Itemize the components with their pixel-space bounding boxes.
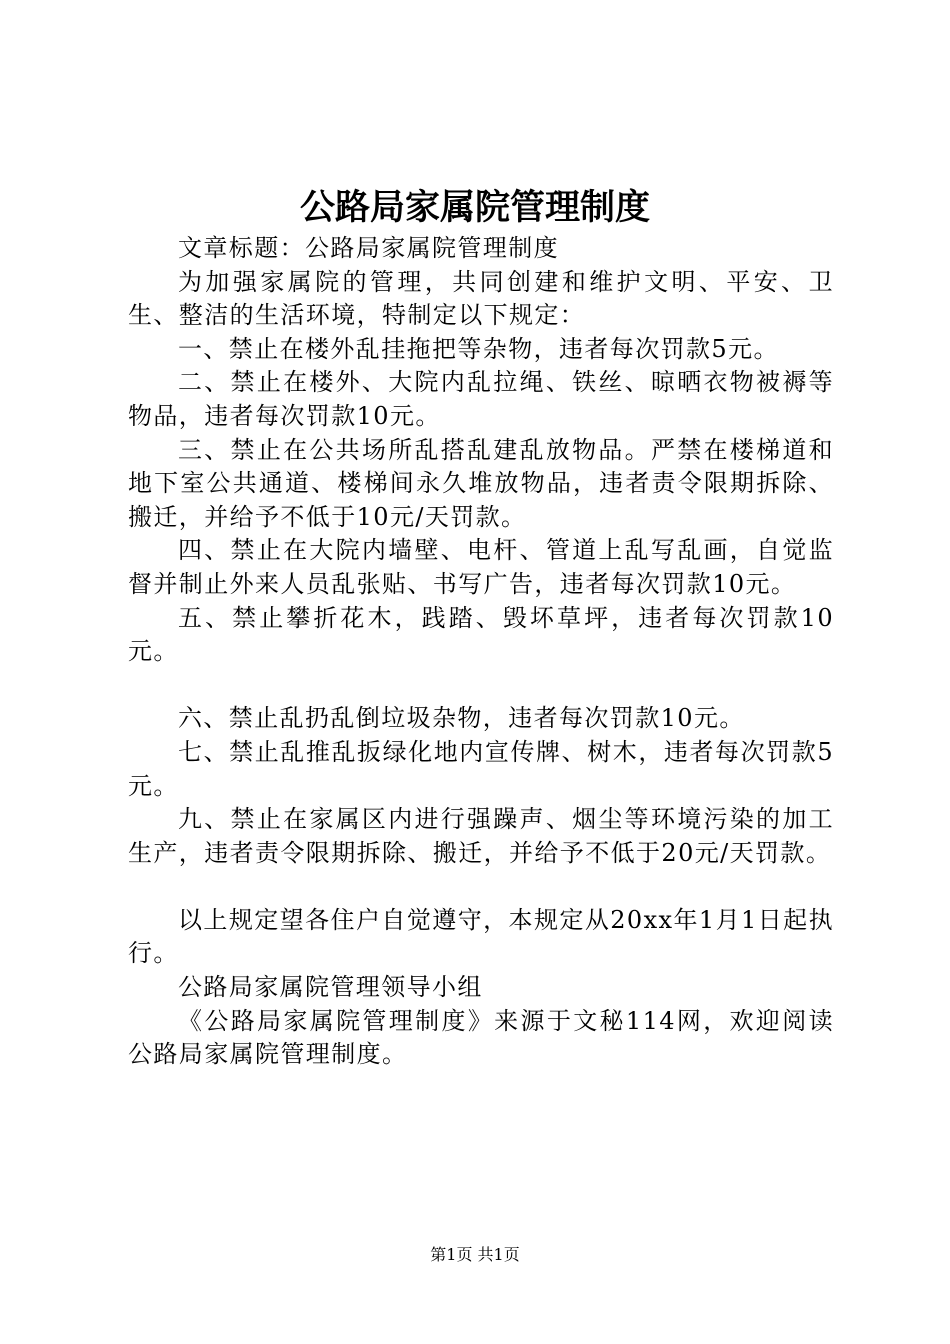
rule-5: 五、禁止攀折花木，践踏、毁坏草坪，违者每次罚款10元。: [128, 603, 834, 666]
closing-paragraph: 以上规定望各住户自觉遵守，本规定从20xx年1月1日起执行。: [128, 905, 834, 968]
document-title: 公路局家属院管理制度: [299, 187, 650, 228]
intro-paragraph: 为加强家属院的管理，共同创建和维护文明、平安、卫生、整洁的生活环境，特制定以下规定：: [128, 267, 834, 330]
issuer-line: 公路局家属院管理领导小组: [178, 973, 483, 1002]
source-note: 《公路局家属院管理制度》来源于文秘114网，欢迎阅读公路局家属院管理制度。: [128, 1006, 834, 1069]
rule-9: 九、禁止在家属区内进行强躁声、烟尘等环境污染的加工生产，违者责令限期拆除、搬迁，并给予不低于20元/天罚款。: [128, 805, 834, 867]
rule-7: 七、禁止乱推乱扳绿化地内宣传牌、树木，违者每次罚款5元。: [128, 737, 834, 800]
rule-3: 三、禁止在公共场所乱搭乱建乱放物品。严禁在楼梯道和地下室公共通道、楼梯间永久堆放物品，违者责令限期拆除、搬迁，并给予不低于10元/天罚款。: [128, 435, 834, 531]
rule-1: 一、禁止在楼外乱挂拖把等杂物，违者每次罚款5元。: [178, 334, 779, 363]
rule-2: 二、禁止在楼外、大院内乱拉绳、铁丝、晾晒衣物被褥等物品，违者每次罚款10元。: [128, 368, 834, 430]
page-number: 第1页 共1页: [430, 1245, 520, 1264]
rule-6: 六、禁止乱扔乱倒垃圾杂物，违者每次罚款10元。: [178, 704, 745, 733]
rule-4: 四、禁止在大院内墙壁、电杆、管道上乱写乱画，自觉监督并制止外来人员乱张贴、书写广告，违者每次罚款10元。: [128, 536, 834, 598]
article-title-line: 文章标题：公路局家属院管理制度: [178, 234, 559, 262]
document-body: [128, 232, 834, 1072]
